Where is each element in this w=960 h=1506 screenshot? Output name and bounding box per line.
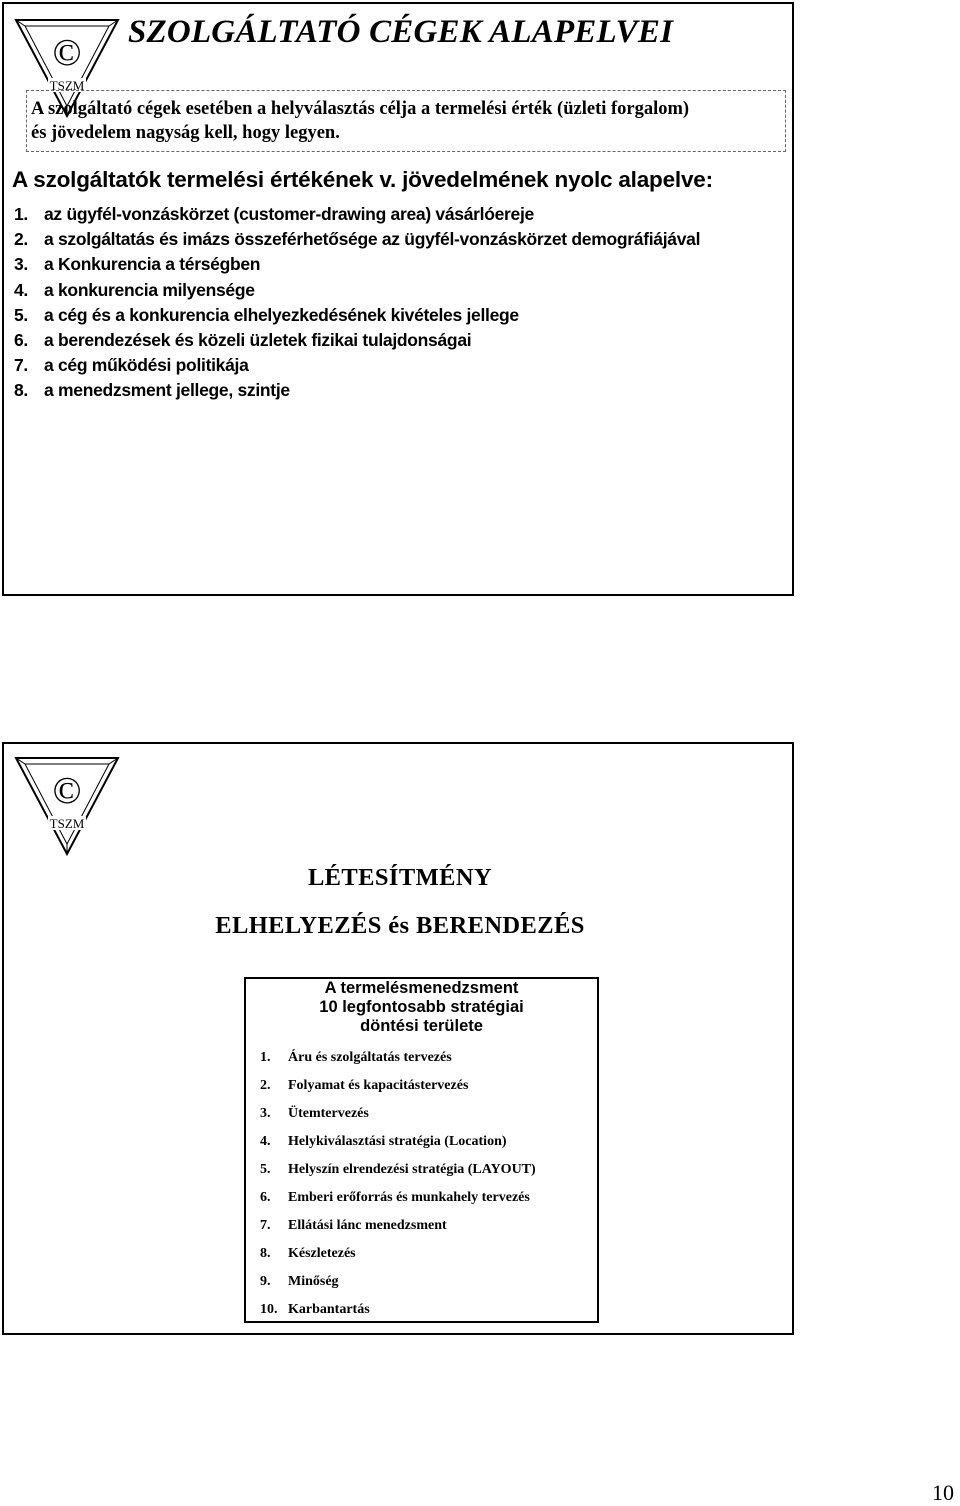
strategic-areas-heading: A termelésmenedzsment 10 legfontosabb stratégiai döntési területe [319,979,524,1035]
slide-title-line1: LÉTESÍTMÉNY [307,864,493,891]
tszm-logo [12,752,122,864]
principles-list [14,202,700,404]
area-item: 10. Karbantartás [260,1302,370,1317]
intro-box [26,90,786,152]
slide-facility-layout [2,742,794,1335]
svg-text:TSZM: TSZM [49,78,85,93]
page-number: 10 [932,1480,954,1505]
area-item: 6. Emberi erőforrás és munkahely tervezés [260,1190,530,1205]
tszm-logo-graphic [12,752,122,864]
area-item: 3. Ütemtervezés [260,1106,369,1121]
svg-text:©: © [52,32,82,74]
area-item: 5. Helyszín elrendezési stratégia (LAYOUT) [260,1162,536,1177]
principle-item: 8. a menedzsment jellege, szintje [14,380,290,401]
slide-service-principles [2,2,794,596]
area-item: 2. Folyamat és kapacitástervezés [260,1078,469,1093]
slide-title-line2: ELHELYEZÉS és BERENDEZÉS [215,912,585,939]
svg-text:TSZM: TSZM [49,816,85,831]
strategic-areas-box [244,977,599,1323]
area-item: 8. Készletezés [260,1246,356,1261]
area-item: 4. Helykiválasztási stratégia (Location) [260,1134,507,1149]
strategic-areas-list [246,1044,597,1324]
principle-item: 4. a konkurencia milyensége [14,279,255,300]
slide-title: SZOLGÁLTATÓ CÉGEK ALAPELVEI [128,14,674,50]
principle-item: 2. a szolgáltatás és imázs összeférhetősége az ügyfél-vonzáskörzet demográfiájával [14,229,701,250]
area-item: 7. Ellátási lánc menedzsment [260,1218,447,1233]
area-item: 9. Minőség [260,1274,339,1289]
principle-item: 3. a Konkurencia a térségben [14,254,261,275]
principles-heading: A szolgáltatók termelési értékének v. jövedelmének nyolc alapelve: [12,167,713,192]
principle-item: 5. a cég és a konkurencia elhelyezkedésének kivételes jellege [14,304,519,325]
svg-text:©: © [52,770,82,812]
area-item: 1. Áru és szolgáltatás tervezés [260,1050,452,1065]
intro-line: A szolgáltató cégek esetében a helyválasztás célja a termelési érték (üzleti forgalom) [31,99,690,119]
principle-item: 1. az ügyfél-vonzáskörzet (customer-drawing area) vásárlóereje [14,204,534,224]
principle-item: 7. a cég működési politikája [14,355,249,376]
principle-item: 6. a berendezések és közeli üzletek fizikai tulajdonságai [14,329,472,350]
intro-line: és jövedelem nagyság kell, hogy legyen. [31,123,340,143]
